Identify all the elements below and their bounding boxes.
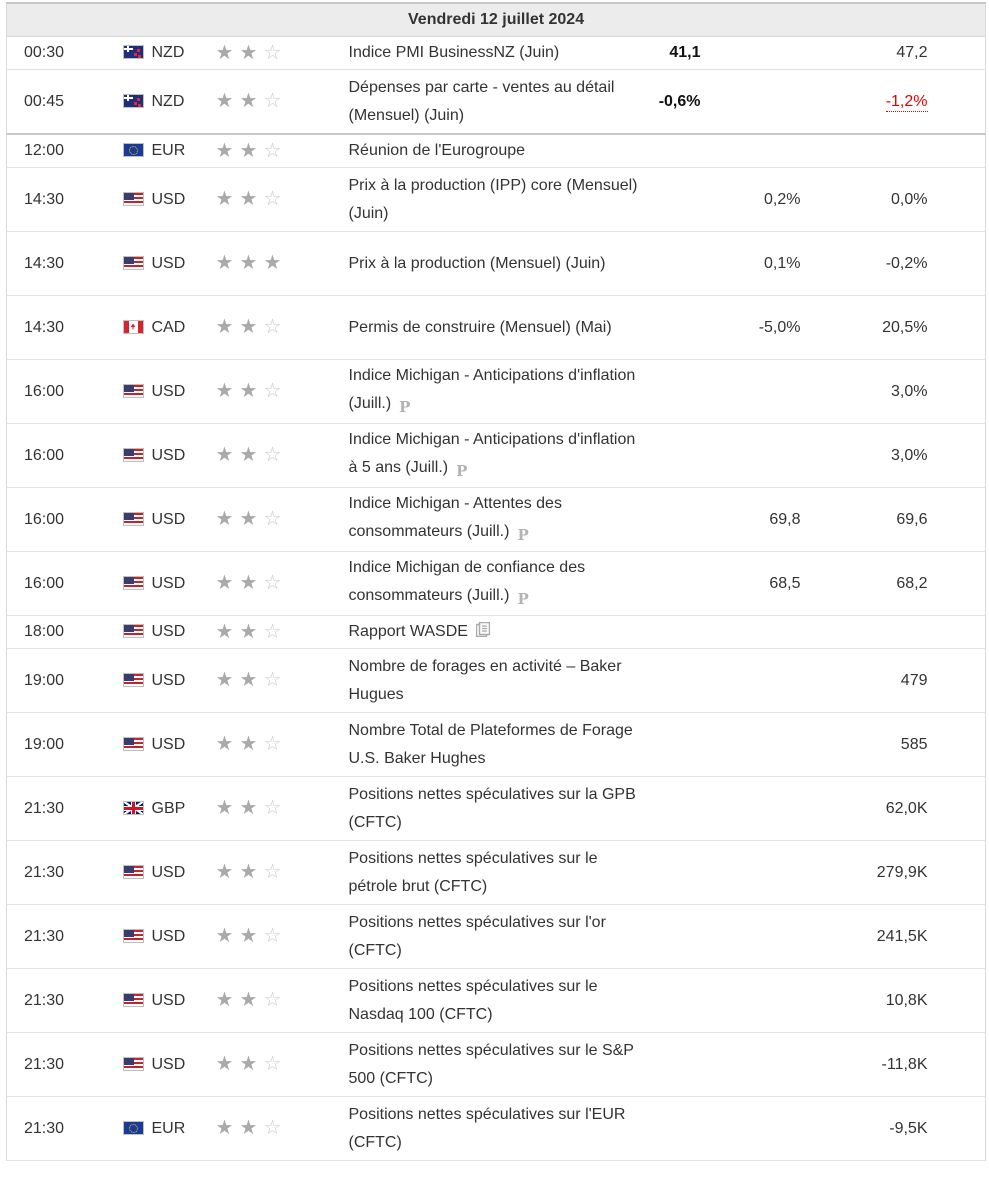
- currency-code: USD: [151, 382, 186, 400]
- star-icon: ★: [239, 861, 258, 884]
- event-name-cell[interactable]: [349, 841, 639, 905]
- event-name-cell[interactable]: [349, 360, 639, 424]
- event-name[interactable]: Indice Michigan - Anticipations d'inflation (Juill.): [348, 367, 636, 412]
- row-spacer: [928, 905, 986, 969]
- star-icon: ★: [239, 139, 258, 162]
- event-name[interactable]: Indice Michigan de confiance des consommateurs (Juill.): [348, 559, 586, 604]
- event-row[interactable]: [7, 70, 986, 135]
- star-icon: ★: [239, 90, 258, 113]
- event-name-cell[interactable]: [349, 70, 639, 135]
- forecast-value: [701, 134, 801, 168]
- importance-stars: [213, 905, 349, 969]
- forecast-value: [701, 424, 801, 488]
- actual-value: -0,6%: [639, 70, 701, 135]
- star-icon: ☆: [263, 139, 282, 162]
- row-spacer: [928, 37, 986, 70]
- currency-cell: [113, 552, 213, 616]
- star-icon: ☆: [263, 620, 282, 643]
- actual-value: [639, 841, 701, 905]
- event-time: 14:30: [7, 232, 113, 296]
- currency-code: USD: [151, 510, 186, 528]
- event-time: 16:00: [7, 360, 113, 424]
- event-time: 21:30: [7, 969, 113, 1033]
- currency-cell: [113, 296, 213, 360]
- importance-stars: [213, 616, 349, 649]
- actual-value: [639, 232, 701, 296]
- currency-cell: [113, 905, 213, 969]
- event-time: 21:30: [7, 777, 113, 841]
- gbp-flag-icon: [123, 801, 144, 815]
- currency-code: USD: [151, 190, 186, 208]
- star-icon: ★: [215, 252, 234, 275]
- previous-value: 479: [801, 649, 928, 713]
- preliminary-icon[interactable]: P: [517, 590, 529, 608]
- importance-stars: [213, 1033, 349, 1097]
- currency-cell: [113, 777, 213, 841]
- event-row[interactable]: [7, 488, 986, 552]
- previous-value: -11,8K: [801, 1033, 928, 1097]
- actual-value: [639, 296, 701, 360]
- star-icon: ★: [215, 989, 234, 1012]
- star-icon: ★: [215, 1117, 234, 1140]
- event-row[interactable]: [7, 37, 986, 70]
- event-name-cell[interactable]: [349, 232, 639, 296]
- preliminary-icon[interactable]: P: [517, 526, 529, 544]
- importance-stars: [213, 360, 349, 424]
- row-spacer: [928, 616, 986, 649]
- actual-value: [639, 424, 701, 488]
- star-icon: ★: [239, 252, 258, 275]
- event-name-cell[interactable]: [349, 649, 639, 713]
- event-name[interactable]: Positions nettes spéculatives sur la GPB (CFTC): [348, 785, 636, 831]
- event-name-cell[interactable]: [349, 969, 639, 1033]
- row-spacer: [928, 649, 986, 713]
- date-header: Vendredi 12 juillet 2024: [7, 3, 986, 37]
- row-spacer: [928, 713, 986, 777]
- row-spacer: [928, 777, 986, 841]
- previous-value: [801, 70, 928, 135]
- event-time: 21:30: [7, 841, 113, 905]
- star-icon: ☆: [263, 444, 282, 467]
- star-icon: ★: [215, 444, 234, 467]
- cad-flag-icon: [123, 320, 144, 334]
- row-spacer: [928, 1033, 986, 1097]
- eur-flag-icon: [123, 1121, 144, 1135]
- previous-value: 69,6: [801, 488, 928, 552]
- previous-value: 62,0K: [801, 777, 928, 841]
- previous-value: 279,9K: [801, 841, 928, 905]
- row-spacer: [928, 168, 986, 232]
- currency-cell: [113, 232, 213, 296]
- event-name-cell[interactable]: [349, 1097, 639, 1161]
- event-time: 21:30: [7, 1033, 113, 1097]
- event-row[interactable]: [7, 969, 986, 1033]
- event-time: 16:00: [7, 552, 113, 616]
- event-name[interactable]: Prix à la production (Mensuel) (Juin): [348, 254, 606, 272]
- forecast-value: [701, 70, 801, 135]
- star-icon: ☆: [263, 508, 282, 531]
- usd-flag-icon: [123, 737, 144, 751]
- forecast-value: [701, 37, 801, 70]
- row-spacer: [928, 841, 986, 905]
- event-time: 16:00: [7, 488, 113, 552]
- star-icon: ☆: [263, 669, 282, 692]
- row-spacer: [928, 969, 986, 1033]
- currency-cell: [113, 841, 213, 905]
- star-icon: ★: [215, 188, 234, 211]
- previous-value: 241,5K: [801, 905, 928, 969]
- actual-value: [639, 969, 701, 1033]
- previous-value: -0,2%: [801, 232, 928, 296]
- currency-cell: [113, 70, 213, 135]
- star-icon: ☆: [263, 188, 282, 211]
- currency-code: USD: [151, 671, 186, 689]
- row-spacer: [928, 552, 986, 616]
- event-name-cell[interactable]: [349, 713, 639, 777]
- previous-value: 10,8K: [801, 969, 928, 1033]
- row-spacer: [928, 70, 986, 135]
- event-name[interactable]: Nombre Total de Plateformes de Forage U.S. Baker Hughes: [348, 721, 633, 767]
- row-spacer: [928, 232, 986, 296]
- currency-cell: [113, 713, 213, 777]
- currency-code: USD: [151, 574, 186, 592]
- importance-stars: [213, 232, 349, 296]
- currency-cell: [113, 37, 213, 70]
- previous-value: 585: [801, 713, 928, 777]
- star-icon: ☆: [263, 733, 282, 756]
- actual-value: [639, 713, 701, 777]
- event-time: 19:00: [7, 713, 113, 777]
- forecast-value: [701, 616, 801, 649]
- row-spacer: [928, 360, 986, 424]
- currency-cell: [113, 1097, 213, 1161]
- currency-cell: [113, 1033, 213, 1097]
- currency-code: NZD: [151, 44, 185, 61]
- event-row[interactable]: [7, 777, 986, 841]
- currency-code: USD: [151, 1055, 186, 1073]
- star-icon: ★: [215, 90, 234, 113]
- star-icon: ★: [215, 139, 234, 162]
- previous-value: 47,2: [801, 37, 928, 70]
- previous-value: 68,2: [801, 552, 928, 616]
- currency-code: USD: [151, 735, 186, 753]
- event-name[interactable]: Positions nettes spéculatives sur le pétrole brut (CFTC): [348, 849, 598, 895]
- importance-stars: [213, 777, 349, 841]
- previous-value: [801, 134, 928, 168]
- star-icon: ★: [215, 620, 234, 643]
- importance-stars: [213, 37, 349, 70]
- event-row[interactable]: [7, 649, 986, 713]
- star-icon: ★: [239, 316, 258, 339]
- actual-value: [639, 905, 701, 969]
- forecast-value: [701, 905, 801, 969]
- forecast-value: [701, 841, 801, 905]
- previous-value: 3,0%: [801, 360, 928, 424]
- event-name[interactable]: Permis de construire (Mensuel) (Mai): [348, 318, 612, 336]
- nzd-flag-icon: [123, 94, 144, 108]
- currency-code: USD: [151, 623, 186, 640]
- event-row[interactable]: [7, 905, 986, 969]
- event-name[interactable]: Indice PMI BusinessNZ (Juin): [348, 44, 560, 61]
- currency-cell: [113, 488, 213, 552]
- event-time: 14:30: [7, 168, 113, 232]
- star-icon: ☆: [263, 1053, 282, 1076]
- usd-flag-icon: [123, 993, 144, 1007]
- previous-value: [801, 616, 928, 649]
- forecast-value: 68,5: [701, 552, 801, 616]
- star-icon: ★: [215, 1053, 234, 1076]
- event-time: 16:00: [7, 424, 113, 488]
- star-icon: ★: [239, 1117, 258, 1140]
- event-name[interactable]: Prix à la production (IPP) core (Mensuel) (Juin): [348, 176, 638, 222]
- event-row[interactable]: [7, 296, 986, 360]
- currency-code: GBP: [151, 799, 186, 817]
- event-name[interactable]: Positions nettes spéculatives sur l'or (CFTC): [348, 913, 606, 959]
- event-name[interactable]: Dépenses par carte - ventes au détail (Mensuel) (Juin): [348, 78, 615, 124]
- previous-value: -9,5K: [801, 1097, 928, 1161]
- star-icon: ☆: [263, 925, 282, 948]
- event-time: 18:00: [7, 616, 113, 649]
- usd-flag-icon: [123, 384, 144, 398]
- star-icon: ★: [239, 797, 258, 820]
- importance-stars: [213, 649, 349, 713]
- star-icon: ★: [239, 733, 258, 756]
- event-name[interactable]: Réunion de l'Eurogroupe: [348, 142, 526, 159]
- event-name[interactable]: Rapport WASDE: [348, 623, 468, 640]
- event-row[interactable]: [7, 360, 986, 424]
- event-name-cell[interactable]: [349, 37, 639, 70]
- row-spacer: [928, 296, 986, 360]
- row-spacer: [928, 488, 986, 552]
- previous-value: 0,0%: [801, 168, 928, 232]
- event-row[interactable]: [7, 616, 986, 649]
- event-name-cell[interactable]: [349, 296, 639, 360]
- event-row[interactable]: [7, 552, 986, 616]
- forecast-value: [701, 777, 801, 841]
- star-icon: ★: [215, 41, 234, 64]
- usd-flag-icon: [123, 865, 144, 879]
- importance-stars: [213, 841, 349, 905]
- currency-code: EUR: [151, 142, 186, 159]
- importance-stars: [213, 424, 349, 488]
- usd-flag-icon: [123, 192, 144, 206]
- currency-cell: [113, 649, 213, 713]
- star-icon: ★: [215, 572, 234, 595]
- event-time: 12:00: [7, 134, 113, 168]
- previous-value: 3,0%: [801, 424, 928, 488]
- event-name-cell[interactable]: [349, 168, 639, 232]
- star-icon: ★: [239, 508, 258, 531]
- star-icon: ★: [263, 252, 282, 275]
- preliminary-icon[interactable]: P: [456, 462, 468, 480]
- document-icon[interactable]: [476, 619, 489, 634]
- actual-value: [639, 360, 701, 424]
- star-icon: ★: [215, 669, 234, 692]
- usd-flag-icon: [123, 624, 144, 638]
- forecast-value: [701, 360, 801, 424]
- forecast-value: [701, 713, 801, 777]
- nzd-flag-icon: [123, 45, 144, 59]
- star-icon: ☆: [263, 989, 282, 1012]
- importance-stars: [213, 168, 349, 232]
- calendar-table: [6, 2, 986, 1161]
- actual-value: [639, 1033, 701, 1097]
- star-icon: ★: [239, 188, 258, 211]
- star-icon: ★: [215, 925, 234, 948]
- importance-stars: [213, 296, 349, 360]
- star-icon: ☆: [263, 797, 282, 820]
- forecast-value: [701, 1097, 801, 1161]
- star-icon: ☆: [263, 41, 282, 64]
- event-name-cell[interactable]: [349, 616, 639, 649]
- previous-value: 20,5%: [801, 296, 928, 360]
- currency-code: USD: [151, 927, 186, 945]
- star-icon: ★: [215, 316, 234, 339]
- star-icon: ★: [239, 669, 258, 692]
- economic-calendar: [6, 2, 985, 1161]
- star-icon: ☆: [263, 380, 282, 403]
- preliminary-icon[interactable]: P: [399, 398, 411, 416]
- star-icon: ★: [215, 797, 234, 820]
- star-icon: ★: [215, 861, 234, 884]
- event-row[interactable]: [7, 168, 986, 232]
- forecast-value: -5,0%: [701, 296, 801, 360]
- event-row[interactable]: [7, 424, 986, 488]
- star-icon: ★: [215, 380, 234, 403]
- star-icon: ★: [239, 989, 258, 1012]
- star-icon: ☆: [263, 861, 282, 884]
- event-rows: [7, 37, 986, 1161]
- event-name[interactable]: Nombre de forages en activité – Baker Hugues: [348, 657, 622, 703]
- star-icon: ★: [239, 1053, 258, 1076]
- event-name[interactable]: Indice Michigan - Attentes des consommateurs (Juill.): [348, 495, 562, 540]
- usd-flag-icon: [123, 673, 144, 687]
- currency-code: USD: [151, 991, 186, 1009]
- forecast-value: 0,2%: [701, 168, 801, 232]
- event-row[interactable]: [7, 713, 986, 777]
- event-name[interactable]: Positions nettes spéculatives sur le S&P 500 (CFTC): [348, 1041, 634, 1087]
- usd-flag-icon: [123, 448, 144, 462]
- star-icon: ★: [239, 380, 258, 403]
- usd-flag-icon: [123, 512, 144, 526]
- usd-flag-icon: [123, 929, 144, 943]
- actual-value: [639, 134, 701, 168]
- event-time: 00:45: [7, 70, 113, 135]
- star-icon: ☆: [263, 572, 282, 595]
- importance-stars: [213, 488, 349, 552]
- currency-code: USD: [151, 863, 186, 881]
- usd-flag-icon: [123, 1057, 144, 1071]
- currency-cell: [113, 969, 213, 1033]
- currency-cell: [113, 360, 213, 424]
- importance-stars: [213, 70, 349, 135]
- actual-value: 41,1: [639, 37, 701, 70]
- star-icon: ☆: [263, 90, 282, 113]
- star-icon: ★: [239, 444, 258, 467]
- currency-cell: [113, 616, 213, 649]
- currency-code: NZD: [151, 92, 185, 110]
- currency-code: EUR: [151, 1119, 186, 1137]
- event-name-cell[interactable]: [349, 424, 639, 488]
- actual-value: [639, 168, 701, 232]
- event-row[interactable]: [7, 1033, 986, 1097]
- importance-stars: [213, 713, 349, 777]
- event-name-cell[interactable]: [349, 1033, 639, 1097]
- row-spacer: [928, 424, 986, 488]
- previous-value-text[interactable]: -1,2%: [885, 92, 928, 110]
- usd-flag-icon: [123, 256, 144, 270]
- event-name[interactable]: Positions nettes spéculatives sur l'EUR (CFTC): [348, 1105, 626, 1151]
- actual-value: [639, 777, 701, 841]
- forecast-value: 0,1%: [701, 232, 801, 296]
- row-spacer: [928, 134, 986, 168]
- event-name[interactable]: Positions nettes spéculatives sur le Nasdaq 100 (CFTC): [348, 977, 598, 1023]
- currency-cell: [113, 134, 213, 168]
- actual-value: [639, 552, 701, 616]
- event-row[interactable]: [7, 134, 986, 168]
- event-time: 21:30: [7, 1097, 113, 1161]
- star-icon: ★: [215, 508, 234, 531]
- event-time: 14:30: [7, 296, 113, 360]
- event-name-cell[interactable]: [349, 905, 639, 969]
- event-name-cell[interactable]: [349, 777, 639, 841]
- star-icon: ★: [239, 925, 258, 948]
- forecast-value: [701, 649, 801, 713]
- event-time: 21:30: [7, 905, 113, 969]
- actual-value: [639, 1097, 701, 1161]
- actual-value: [639, 488, 701, 552]
- event-name-cell[interactable]: [349, 552, 639, 616]
- event-row[interactable]: [7, 841, 986, 905]
- eur-flag-icon: [123, 143, 144, 157]
- event-row[interactable]: [7, 232, 986, 296]
- event-name-cell[interactable]: [349, 134, 639, 168]
- star-icon: ★: [239, 620, 258, 643]
- actual-value: [639, 649, 701, 713]
- event-name-cell[interactable]: [349, 488, 639, 552]
- star-icon: ☆: [263, 316, 282, 339]
- event-time: 19:00: [7, 649, 113, 713]
- forecast-value: [701, 1033, 801, 1097]
- star-icon: ★: [239, 572, 258, 595]
- currency-cell: [113, 424, 213, 488]
- importance-stars: [213, 969, 349, 1033]
- star-icon: ★: [215, 733, 234, 756]
- currency-code: CAD: [151, 318, 186, 336]
- importance-stars: [213, 134, 349, 168]
- importance-stars: [213, 1097, 349, 1161]
- importance-stars: [213, 552, 349, 616]
- event-time: 00:30: [7, 37, 113, 70]
- event-row[interactable]: [7, 1097, 986, 1161]
- star-icon: ★: [239, 41, 258, 64]
- row-spacer: [928, 1097, 986, 1161]
- event-name[interactable]: Indice Michigan - Anticipations d'inflation à 5 ans (Juill.): [348, 431, 636, 476]
- forecast-value: 69,8: [701, 488, 801, 552]
- forecast-value: [701, 969, 801, 1033]
- usd-flag-icon: [123, 576, 144, 590]
- currency-code: USD: [151, 254, 186, 272]
- currency-cell: [113, 168, 213, 232]
- currency-code: USD: [151, 446, 186, 464]
- star-icon: ☆: [263, 1117, 282, 1140]
- actual-value: [639, 616, 701, 649]
